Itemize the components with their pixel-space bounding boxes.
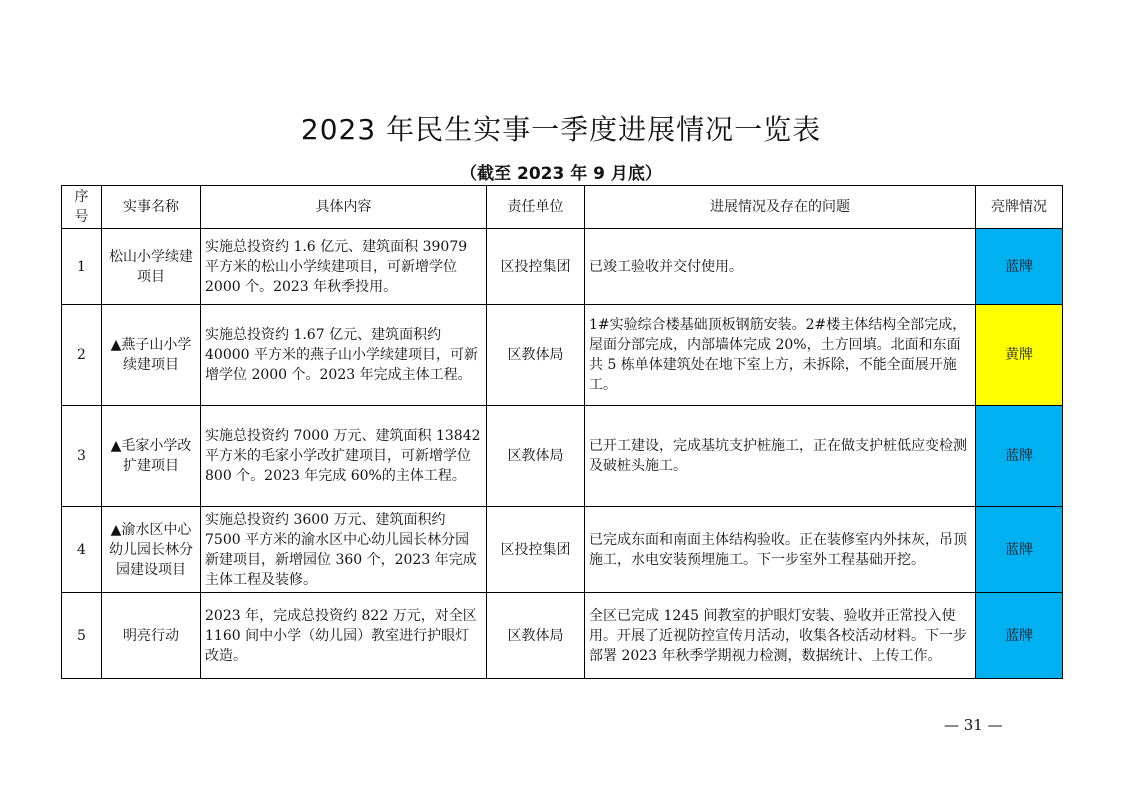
status-badge: 蓝牌 (976, 406, 1063, 507)
page-subtitle: （截至 2023 年 9 月底） (460, 164, 662, 184)
row-no: 3 (62, 406, 102, 507)
row-name: 松山小学续建项目 (102, 229, 201, 305)
header-unit: 责任单位 (487, 186, 585, 229)
table-row (62, 406, 1063, 507)
row-content: 2023 年，完成总投资约 822 万元，对全区 1160 间中小学（幼儿园）教室进行护眼灯改造。 (201, 593, 487, 679)
table-header-row (62, 186, 1063, 229)
row-progress: 全区已完成 1245 间教室的护眼灯安装、验收并正常投入使用。开展了近视防控宣传月活动，收集各校活动材料。下一步部署 2023 年秋季学期视力检测，数据统计、上传工作。 (585, 593, 976, 679)
header-content: 具体内容 (201, 186, 487, 229)
row-name: ▲渝水区中心幼儿园长林分园建设项目 (102, 507, 201, 593)
status-badge: 蓝牌 (976, 593, 1063, 679)
page-title: 2023 年民生实事一季度进展情况一览表 (300, 113, 822, 146)
row-no: 1 (62, 229, 102, 305)
row-progress: 已完成东面和南面主体结构验收。正在装修室内外抹灰，吊顶施工，水电安装预埋施工。下一步室外工程基础开挖。 (585, 507, 976, 593)
header-status: 亮牌情况 (976, 186, 1063, 229)
row-unit: 区教体局 (487, 305, 585, 406)
page-number: — 31 — (944, 716, 1003, 734)
header-name: 实事名称 (102, 186, 201, 229)
row-content: 实施总投资约 3600 万元、建筑面积约 7500 平方米的渝水区中心幼儿园长林分园新建项目，新增园位 360 个，2023 年完成主体工程及装修。 (201, 507, 487, 593)
row-progress: 已竣工验收并交付使用。 (585, 229, 976, 305)
row-name: ▲毛家小学改扩建项目 (102, 406, 201, 507)
table-row (62, 507, 1063, 593)
progress-table (61, 185, 1063, 679)
row-name: 明亮行动 (102, 593, 201, 679)
row-content: 实施总投资约 7000 万元、建筑面积 13842 平方米的毛家小学改扩建项目，可新增学位 800 个。2023 年完成 60%的主体工程。 (201, 406, 487, 507)
row-no: 2 (62, 305, 102, 406)
status-badge: 蓝牌 (976, 507, 1063, 593)
status-badge: 黄牌 (976, 305, 1063, 406)
row-no: 4 (62, 507, 102, 593)
header-progress: 进展情况及存在的问题 (585, 186, 976, 229)
row-content: 实施总投资约 1.67 亿元、建筑面积约 40000 平方米的燕子山小学续建项目，可新增学位 2000 个。2023 年完成主体工程。 (201, 305, 487, 406)
row-unit: 区教体局 (487, 406, 585, 507)
row-unit: 区投控集团 (487, 507, 585, 593)
status-badge: 蓝牌 (976, 229, 1063, 305)
row-progress: 已开工建设，完成基坑支护桩施工，正在做支护桩低应变检测及破桩头施工。 (585, 406, 976, 507)
table-row (62, 305, 1063, 406)
row-unit: 区投控集团 (487, 229, 585, 305)
table-row (62, 593, 1063, 679)
row-name: ▲燕子山小学续建项目 (102, 305, 201, 406)
header-no: 序号 (62, 186, 102, 229)
row-unit: 区教体局 (487, 593, 585, 679)
row-progress: 1#实验综合楼基础顶板钢筋安装。2#楼主体结构全部完成，屋面分部完成，内部墙体完成 20%，土方回填。北面和东面共 5 栋单体建筑处在地下室上方，未拆除，不能全面展开施工。 (585, 305, 976, 406)
row-content: 实施总投资约 1.6 亿元、建筑面积 39079 平方米的松山小学续建项目，可新增学位 2000 个。2023 年秋季投用。 (201, 229, 487, 305)
table-row (62, 229, 1063, 305)
row-no: 5 (62, 593, 102, 679)
